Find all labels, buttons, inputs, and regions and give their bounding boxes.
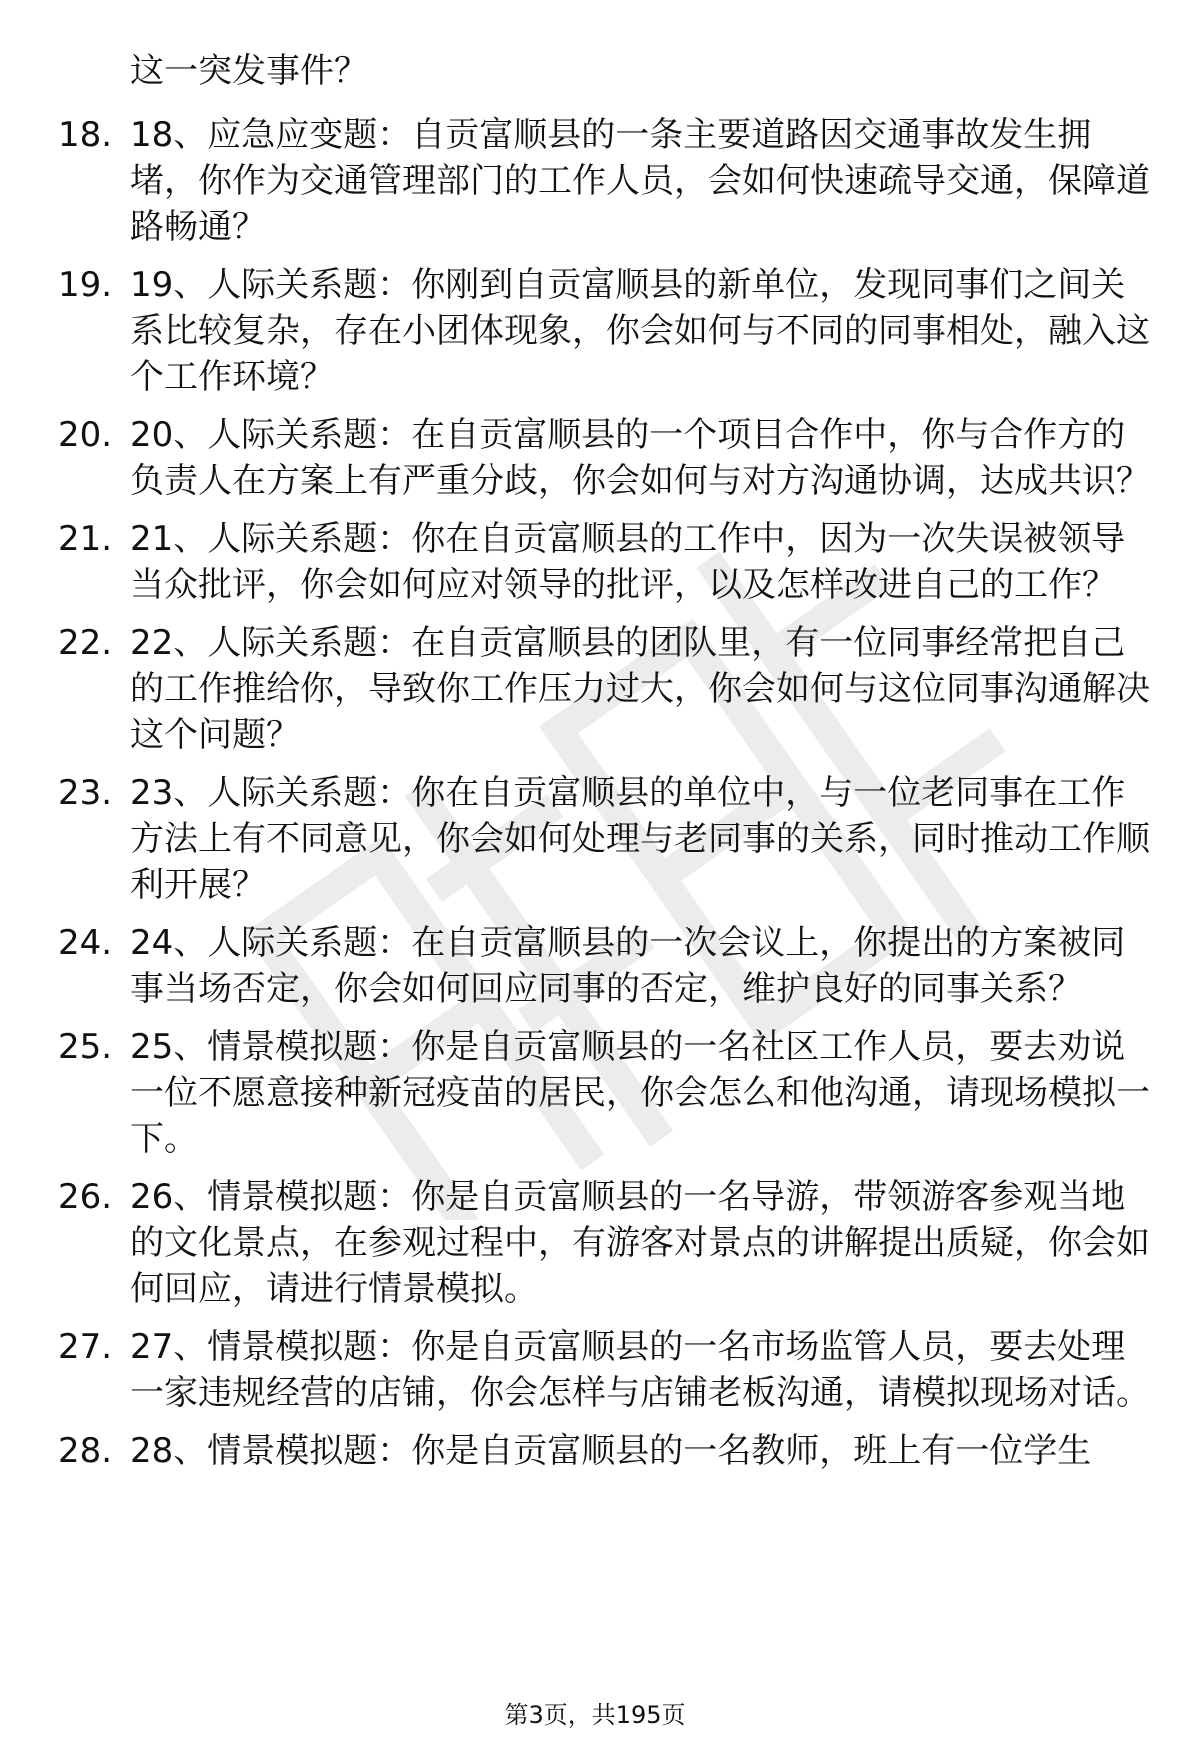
question-text: 20、人际关系题：在自贡富顺县的一个项目合作中，你与合作方的负责人在方案上有严重分歧，你会如何与对方沟通协调，达成共识？ [130,415,1150,501]
question-item-25 [58,1024,1158,1162]
question-number: 19. [58,265,113,305]
question-text: 23、人际关系题：你在自贡富顺县的单位中，与一位老同事在工作方法上有不同意见，你会如何处理与老同事的关系，同时推动工作顺利开展？ [130,773,1150,905]
question-list [58,112,1158,1486]
question-number: 25. [58,1027,113,1067]
question-item-28 [58,1428,1158,1474]
question-item-22 [58,620,1158,758]
question-text: 18、应急应变题：自贡富顺县的一条主要道路因交通事故发生拥堵，你作为交通管理部门的工作人员，会如何快速疏导交通，保障道路畅通？ [130,115,1150,247]
question-item-19 [58,262,1158,400]
question-item-18 [58,112,1158,250]
question-number: 23. [58,773,113,813]
question-item-23 [58,770,1158,908]
page-footer: 第3页，共195页 [504,1701,686,1729]
question-text: 24、人际关系题：在自贡富顺县的一次会议上，你提出的方案被同事当场否定，你会如何回应同事的否定，维护良好的同事关系？ [130,923,1126,1009]
question-item-27 [58,1324,1158,1416]
question-text: 21、人际关系题：你在自贡富顺县的工作中，因为一次失误被领导当众批评，你会如何应对领导的批评，以及怎样改进自己的工作？ [130,519,1126,605]
question-item-26 [58,1174,1158,1312]
question-number: 28. [58,1431,113,1471]
continuation-text: 这一突发事件？ [130,51,368,91]
question-item-24 [58,920,1158,1012]
question-text: 27、情景模拟题：你是自贡富顺县的一名市场监管人员，要去处理一家违规经营的店铺，你会怎样与店铺老板沟通，请模拟现场对话。 [130,1327,1150,1413]
question-number: 18. [58,115,113,155]
question-number: 22. [58,623,113,663]
question-text: 19、人际关系题：你刚到自贡富顺县的新单位，发现同事们之间关系比较复杂，存在小团体现象，你会如何与不同的同事相处，融入这个工作环境？ [130,265,1150,397]
question-number: 20. [58,415,113,455]
question-text: 26、情景模拟题：你是自贡富顺县的一名导游，带领游客参观当地的文化景点，在参观过程中，有游客对景点的讲解提出质疑，你会如何回应，请进行情景模拟。 [130,1177,1150,1309]
question-number: 24. [58,923,113,963]
question-number: 21. [58,519,113,559]
question-item-20 [58,412,1158,504]
question-text: 22、人际关系题：在自贡富顺县的团队里，有一位同事经常把自己的工作推给你，导致你工作压力过大，你会如何与这位同事沟通解决这个问题？ [130,623,1150,755]
question-number: 26. [58,1177,113,1217]
question-text: 25、情景模拟题：你是自贡富顺县的一名社区工作人员，要去劝说一位不愿意接种新冠疫苗的居民，你会怎么和他沟通，请现场模拟一下。 [130,1027,1150,1159]
question-number: 27. [58,1327,113,1367]
question-text: 28、情景模拟题：你是自贡富顺县的一名教师，班上有一位学生 [130,1431,1092,1471]
question-item-21 [58,516,1158,608]
